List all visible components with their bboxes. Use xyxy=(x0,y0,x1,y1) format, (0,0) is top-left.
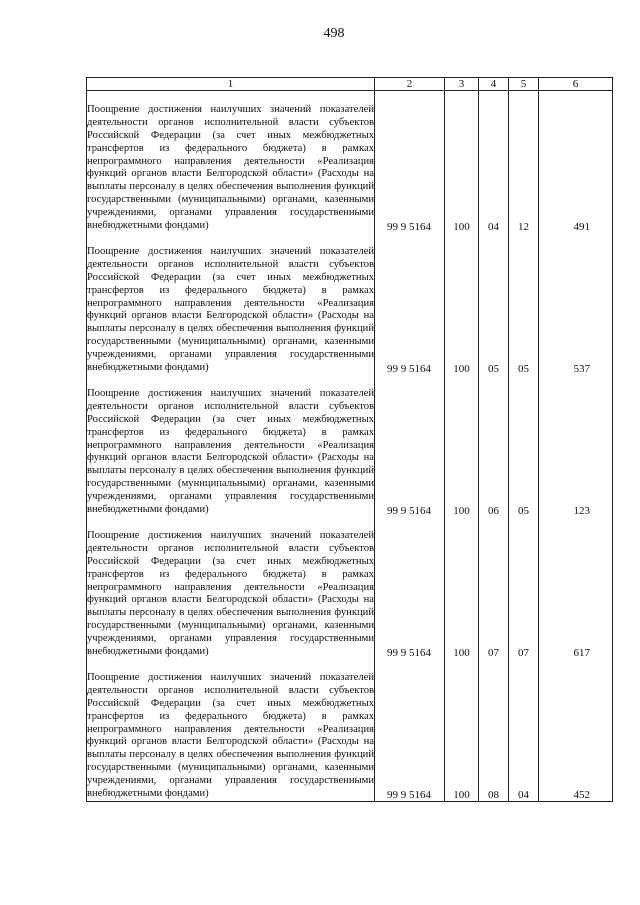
row-description: Поощрение достижения наилучших значений показателей деятельности органов исполнительной власти субъектов Российской Федерации (за счет иных межбюджетных трансфертов из федерального бюджета) в рамках непрограммного направления деятельности «Реализация функций органов власти Белгородской области» (Расходы на выплаты персоналу в целях обеспечения выполнения функций государственными (муниципальными) органами, казенными учреждениями, органами управления государственными внебюджетными фондами) xyxy=(87,659,375,802)
row-code: 99 9 5164 xyxy=(375,659,445,802)
row-code: 99 9 5164 xyxy=(375,375,445,517)
table-row xyxy=(87,517,613,659)
column-header-section: 4 xyxy=(479,78,509,91)
row-description: Поощрение достижения наилучших значений показателей деятельности органов исполнительной власти субъектов Российской Федерации (за счет иных межбюджетных трансфертов из федерального бюджета) в рамках непрограммного направления деятельности «Реализация функций органов власти Белгородской области» (Расходы на выплаты персоналу в целях обеспечения выполнения функций государственными (муниципальными) органами, казенными учреждениями, органами управления государственными внебюджетными фондами) xyxy=(87,517,375,659)
row-amount: 123 xyxy=(539,375,613,517)
row-subsection: 04 xyxy=(509,659,539,802)
column-header-code: 2 xyxy=(375,78,445,91)
row-amount: 452 xyxy=(539,659,613,802)
table-row xyxy=(87,91,613,234)
row-section: 06 xyxy=(479,375,509,517)
row-subsection: 07 xyxy=(509,517,539,659)
row-amount: 617 xyxy=(539,517,613,659)
row-type: 100 xyxy=(445,375,479,517)
row-code: 99 9 5164 xyxy=(375,91,445,234)
row-description: Поощрение достижения наилучших значений показателей деятельности органов исполнительной власти субъектов Российской Федерации (за счет иных межбюджетных трансфертов из федерального бюджета) в рамках непрограммного направления деятельности «Реализация функций органов власти Белгородской области» (Расходы на выплаты персоналу в целях обеспечения выполнения функций государственными (муниципальными) органами, казенными учреждениями, органами управления государственными внебюджетными фондами) xyxy=(87,375,375,517)
table-header-row xyxy=(87,78,613,91)
row-section: 05 xyxy=(479,233,509,375)
row-section: 07 xyxy=(479,517,509,659)
row-subsection: 05 xyxy=(509,375,539,517)
table-row xyxy=(87,659,613,802)
column-header-type: 3 xyxy=(445,78,479,91)
table-row xyxy=(87,233,613,375)
row-type: 100 xyxy=(445,91,479,234)
column-header-description: 1 xyxy=(87,78,375,91)
row-amount: 537 xyxy=(539,233,613,375)
column-header-subsection: 5 xyxy=(509,78,539,91)
row-type: 100 xyxy=(445,659,479,802)
row-code: 99 9 5164 xyxy=(375,233,445,375)
row-type: 100 xyxy=(445,233,479,375)
row-description: Поощрение достижения наилучших значений показателей деятельности органов исполнительной власти субъектов Российской Федерации (за счет иных межбюджетных трансфертов из федерального бюджета) в рамках непрограммного направления деятельности «Реализация функций органов власти Белгородской области» (Расходы на выплаты персоналу в целях обеспечения выполнения функций государственными (муниципальными) органами, казенными учреждениями, органами управления государственными внебюджетными фондами) xyxy=(87,91,375,234)
row-amount: 491 xyxy=(539,91,613,234)
budget-table xyxy=(86,77,613,802)
row-type: 100 xyxy=(445,517,479,659)
row-description: Поощрение достижения наилучших значений показателей деятельности органов исполнительной власти субъектов Российской Федерации (за счет иных межбюджетных трансфертов из федерального бюджета) в рамках непрограммного направления деятельности «Реализация функций органов власти Белгородской области» (Расходы на выплаты персоналу в целях обеспечения выполнения функций государственными (муниципальными) органами, казенными учреждениями, органами управления государственными внебюджетными фондами) xyxy=(87,233,375,375)
row-section: 04 xyxy=(479,91,509,234)
row-subsection: 05 xyxy=(509,233,539,375)
page-number: 498 xyxy=(323,26,345,41)
column-header-amount: 6 xyxy=(539,78,613,91)
row-code: 99 9 5164 xyxy=(375,517,445,659)
table-row xyxy=(87,375,613,517)
row-section: 08 xyxy=(479,659,509,802)
row-subsection: 12 xyxy=(509,91,539,234)
